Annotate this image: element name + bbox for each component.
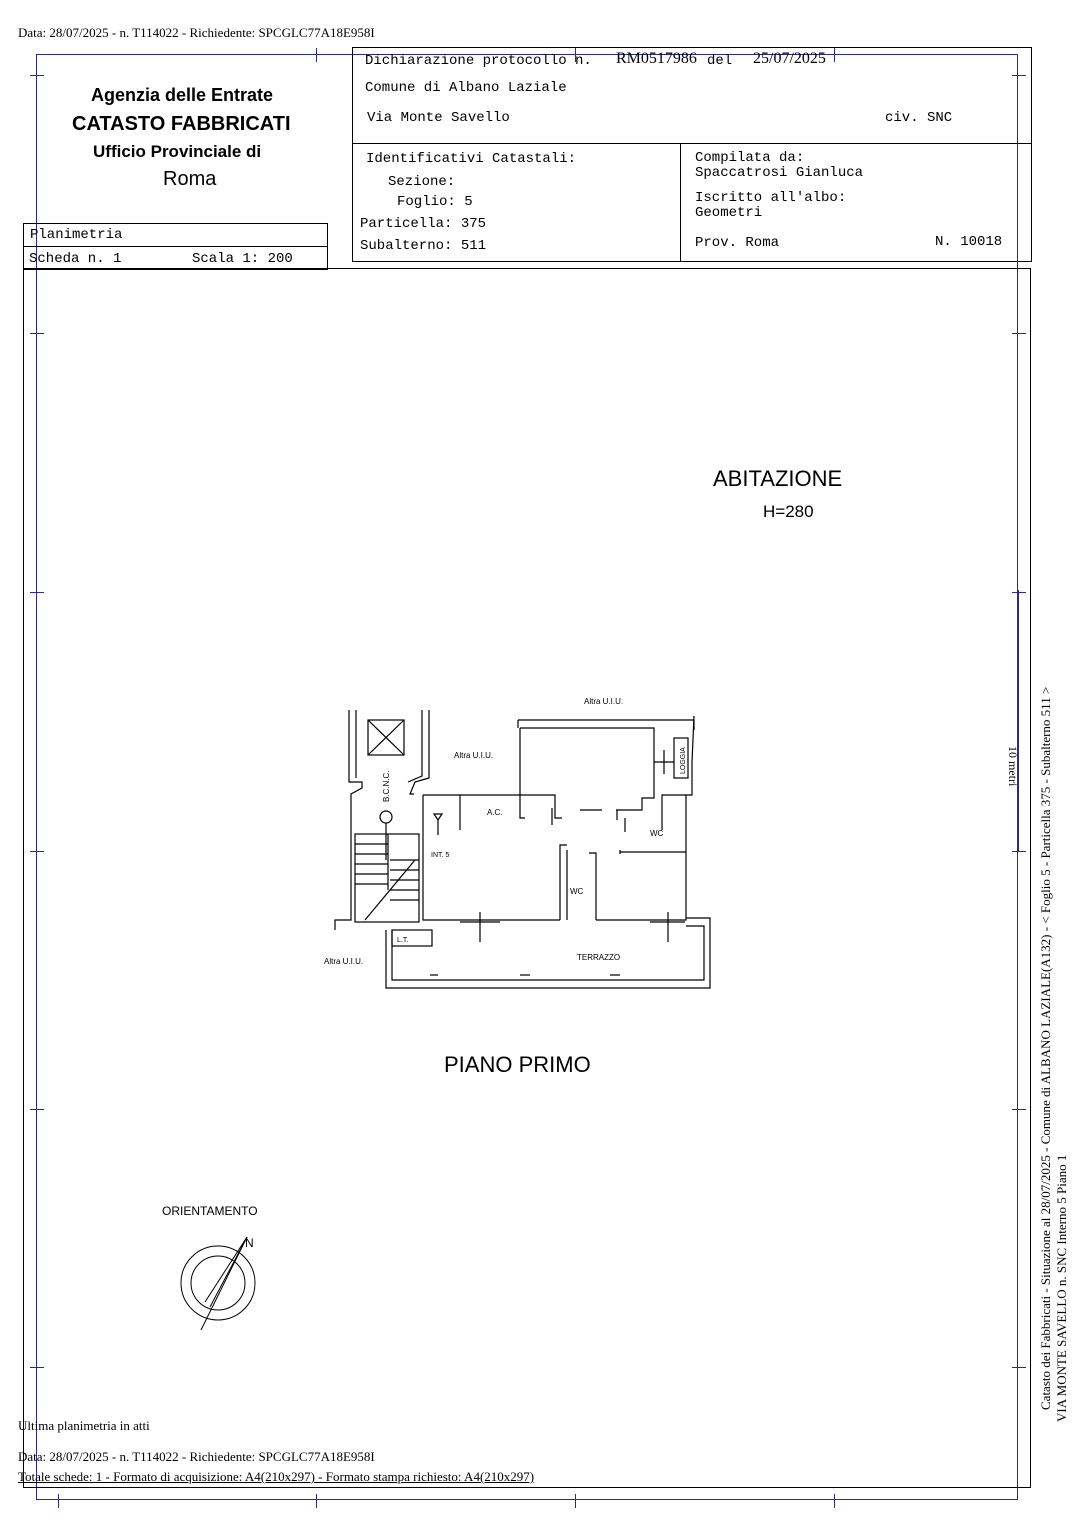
scheda-label: Scheda n. 1 xyxy=(29,251,122,267)
identifiers-box xyxy=(352,143,681,262)
label-ac: A.C. xyxy=(487,808,503,817)
subalterno-label: Subalterno: 511 xyxy=(360,238,487,254)
header-request-line: Data: 28/07/2025 - n. T114022 - Richiedente: SPCGLC77A18E958I xyxy=(18,25,375,40)
label-bcnc: B.C.N.C. xyxy=(382,770,391,802)
scala-label: Scala 1: 200 xyxy=(192,251,293,267)
north-label: N xyxy=(245,1236,254,1250)
compiler-name: Spaccatrosi Gianluca xyxy=(695,165,864,181)
label-altra-uiu-top: Altra U.I.U. xyxy=(584,697,624,706)
footer-totals-line: Totale schede: 1 - Formato di acquisizione: A4(210x297) - Formato stampa richiesto: A4(210x297) xyxy=(18,1469,535,1484)
floor-plan xyxy=(320,690,730,1000)
office-label: Ufficio Provinciale di xyxy=(93,142,262,161)
prov-label: Prov. Roma xyxy=(695,235,780,251)
scale-bar-label: 10 metri xyxy=(1006,746,1020,787)
protocol-label: Dichiarazione protocollo n. xyxy=(365,53,592,69)
identifiers-title: Identificativi Catastali: xyxy=(366,151,577,167)
albo-label: Iscritto all'albo: xyxy=(695,190,847,206)
orientation-label: ORIENTAMENTO xyxy=(162,1204,258,1218)
compass-icon xyxy=(175,1232,265,1337)
label-loggia: LOGGIA xyxy=(680,747,687,774)
particella-label: Particella: 375 xyxy=(360,216,487,232)
scale-bar xyxy=(1017,590,1019,852)
footer-last-plan: Ultima planimetria in atti xyxy=(18,1418,150,1433)
side-address-line: VIA MONTE SAVELLO n. SNC Interno 5 Piano 1 xyxy=(1054,1154,1069,1422)
label-wc-right: WC xyxy=(650,829,664,838)
catasto-title: CATASTO FABBRICATI xyxy=(72,113,291,135)
unit-type-label: ABITAZIONE xyxy=(713,466,843,491)
footer-request-line: Data: 28/07/2025 - n. T114022 - Richiedente: SPCGLC77A18E958I xyxy=(18,1449,375,1464)
floor-label: PIANO PRIMO xyxy=(444,1052,591,1077)
civico-label: civ. SNC xyxy=(885,110,953,126)
scheda-box xyxy=(23,246,328,270)
sezione-label: Sezione: xyxy=(388,174,456,190)
comune-label: Comune di Albano Laziale xyxy=(365,80,567,96)
unit-height-label: H=280 xyxy=(763,502,814,521)
planimetria-box xyxy=(23,223,328,247)
label-lt: L.T. xyxy=(397,937,409,944)
label-altra-uiu-mid: Altra U.I.U. xyxy=(454,751,494,760)
side-catasto-line: Catasto dei Fabbricati - Situazione al 28/07/2025 - Comune di ALBANO LAZIALE(A132) - < Foglio 5 - Particella 375 - Subalterno 511 > xyxy=(1038,686,1053,1410)
registration-number: N. 10018 xyxy=(935,234,1003,250)
label-wc-center: WC xyxy=(570,887,584,896)
agency-name: Agenzia delle Entrate xyxy=(91,85,274,105)
foglio-label: Foglio: 5 xyxy=(397,194,473,210)
label-terrazzo: TERRAZZO xyxy=(577,953,621,962)
label-interior: INT. 5 xyxy=(431,852,450,859)
protocol-del: del xyxy=(707,53,733,69)
planimetria-label: Planimetria xyxy=(30,227,123,243)
protocol-box xyxy=(352,47,1032,144)
compiler-label: Compilata da: xyxy=(695,150,805,166)
address-label: Via Monte Savello xyxy=(367,110,510,126)
protocol-number: RM0517986 xyxy=(616,50,697,67)
office-city: Roma xyxy=(163,168,217,190)
protocol-date: 25/07/2025 xyxy=(753,50,826,67)
albo-value: Geometri xyxy=(695,205,763,221)
label-altra-uiu-left: Altra U.I.U. xyxy=(324,957,364,966)
compiler-box xyxy=(680,143,1032,262)
